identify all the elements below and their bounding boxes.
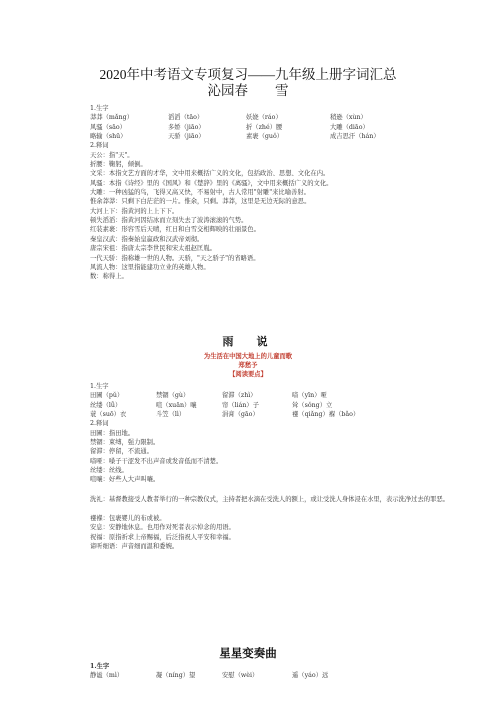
- char-item: 涓膏（gāo）: [222, 411, 259, 419]
- char-item: 天骄（jiāo）: [168, 133, 205, 141]
- char-item: 略输（shū）: [90, 133, 127, 141]
- section-label: 1.生字: [90, 383, 109, 390]
- char-item: 遥（yáo）远: [292, 672, 329, 680]
- section-heading-xingxing: 星星变奏曲: [219, 646, 277, 660]
- definition-line: 谛听细语：声音细而温和委婉。: [90, 543, 179, 551]
- definition-line: 红装素裹：形容雪后天晴，红日和白雪交相辉映的壮丽景色。: [90, 226, 261, 234]
- definition-line: 襁褓：包裹婴儿的布或被。: [90, 515, 166, 522]
- yushuo-section-continued: [90, 514, 470, 551]
- definition-line: 折腰：鞠躬，倾倒。: [90, 161, 147, 169]
- char-item: 风骚（sāo）: [90, 123, 126, 131]
- definition-line: 秦皇汉武：指秦始皇嬴政和汉武帝刘彻。: [90, 235, 204, 243]
- char-item: 蓑（suō）衣: [90, 411, 127, 419]
- char-row: [90, 123, 470, 132]
- definition-line: 禁锢：束缚，强力限制。: [90, 439, 160, 447]
- section-label: 2.释词: [90, 142, 109, 150]
- definition-line: 田圃：指田地。: [90, 429, 135, 437]
- char-item: 禁锢（gù）: [156, 392, 190, 400]
- char-item: 折（zhé）腰: [246, 123, 283, 131]
- definition-line: 风流人物：这里指能建功立业的英雄人物。: [90, 263, 210, 271]
- definition-line: 数：称得上。: [90, 273, 128, 281]
- char-item: 稍逊（xùn）: [330, 114, 367, 122]
- definition-line: 喧嚷：好些人大声叫嚷。: [90, 476, 160, 484]
- char-item: 凝（níng）望: [156, 672, 196, 680]
- definition-line: 留滞：停留，不流通。: [90, 448, 153, 456]
- char-item: 帘（lián）子: [222, 401, 260, 409]
- char-item: 滔滔（tāo）: [168, 114, 204, 122]
- definition-line: 安息：安静地休息。也用作对死者表示悼念的用语。: [90, 524, 235, 532]
- definition-line: 唐宗宋祖：指唐太宗李世民和宋太祖赵匡胤。: [90, 245, 216, 253]
- reading-points-label: 【阅读要点】: [229, 371, 267, 378]
- document-subtitle: 沁园春 雪: [207, 83, 289, 98]
- definition-line: 大河上下：指黄河的上上下下。: [90, 207, 179, 215]
- char-item: 斗笠（lì）: [156, 411, 186, 419]
- section-label: 1.生字: [90, 663, 110, 670]
- document-title: 2020年中考语文专项复习——九年级上册字词汇总: [99, 67, 397, 82]
- qinyuanchun-section: [90, 104, 470, 282]
- char-row: [90, 401, 470, 410]
- yushuo-section: [90, 382, 470, 485]
- char-item: 成吉思汗（hán）: [330, 133, 380, 141]
- char-item: 莽莽（mǎng）: [90, 114, 133, 122]
- char-item: 大雕（diāo）: [330, 123, 369, 131]
- char-row: [90, 391, 470, 400]
- definition-line: 丝缕：丝线。: [90, 467, 128, 475]
- char-item: 丝缕（lǚ）: [90, 401, 122, 409]
- section-label: 2.释词: [90, 420, 109, 428]
- char-item: 留滞（zhì）: [222, 392, 257, 400]
- poem-author: 郑愁予: [238, 362, 258, 369]
- char-row: [90, 671, 470, 680]
- definition-line: 天公：指"天"。: [90, 151, 134, 159]
- definition-line: 顿失滔滔：指黄河因结冰而立刻失去了波涛滚滚的气势。: [90, 217, 248, 225]
- poem-subtitle: 为生活在中国大地上的儿童而歌: [203, 353, 293, 360]
- definition-line: 惟余莽莽：只剩下白茫茫的一片。惟余，只剩。莽莽，这里是无边无际的意思。: [90, 198, 311, 206]
- char-item: 耸（sǒng）立: [292, 401, 333, 409]
- char-item: 多娇（jiāo）: [168, 123, 205, 131]
- definition-line: 大雕：一种凶猛的鸟，飞得又高又快，不易射中，古人常用"射雕"来比喻善射。: [90, 189, 310, 197]
- char-item: 喑（yīn）哑: [292, 392, 327, 400]
- xingxing-section: [90, 662, 470, 681]
- definition-line: 祝福：原指祈求上帝赐福，后泛指祝人平安和幸福。: [90, 533, 235, 541]
- char-item: 襁（qiǎng）褓（bǎo）: [292, 411, 360, 419]
- char-item: 喧（xuān）嚷: [156, 401, 197, 409]
- char-item: 妖娆（ráo）: [246, 114, 282, 122]
- char-row: [90, 132, 470, 141]
- char-item: 素裹（guǒ）: [246, 133, 284, 141]
- char-row: [90, 113, 470, 122]
- char-item: 安慰（wèi）: [222, 672, 259, 680]
- definition-line: 文采：本指文艺方面的才华，文中用来概括广义的文化，包括政治、思想、文化在内。: [90, 170, 330, 178]
- char-row: [90, 410, 470, 419]
- definition-line: 一代天骄：指称雄一世的人物。天骄，"天之骄子"的省略语。: [90, 254, 260, 262]
- definition-line: 喑哑：嗓子干涩发不出声音或发音低而不清楚。: [90, 457, 223, 465]
- definition-paragraph: 洗礼：基督教接受人教者举行的一种宗教仪式，主持者把水滴在受洗人的额上，或让受洗人身体浸在水里，表示洗净过去的罪恶。: [90, 496, 449, 503]
- char-item: 田圃（pǔ）: [90, 392, 124, 400]
- definition-line: 风骚：本指《诗经》里的《国风》和《楚辞》里的《离骚》，文中用来概括广义的文化。: [90, 179, 333, 187]
- char-item: 静谧（mì）: [90, 672, 124, 680]
- section-label: 1.生字: [90, 105, 109, 112]
- section-heading-yushuo: 雨 说: [222, 335, 274, 348]
